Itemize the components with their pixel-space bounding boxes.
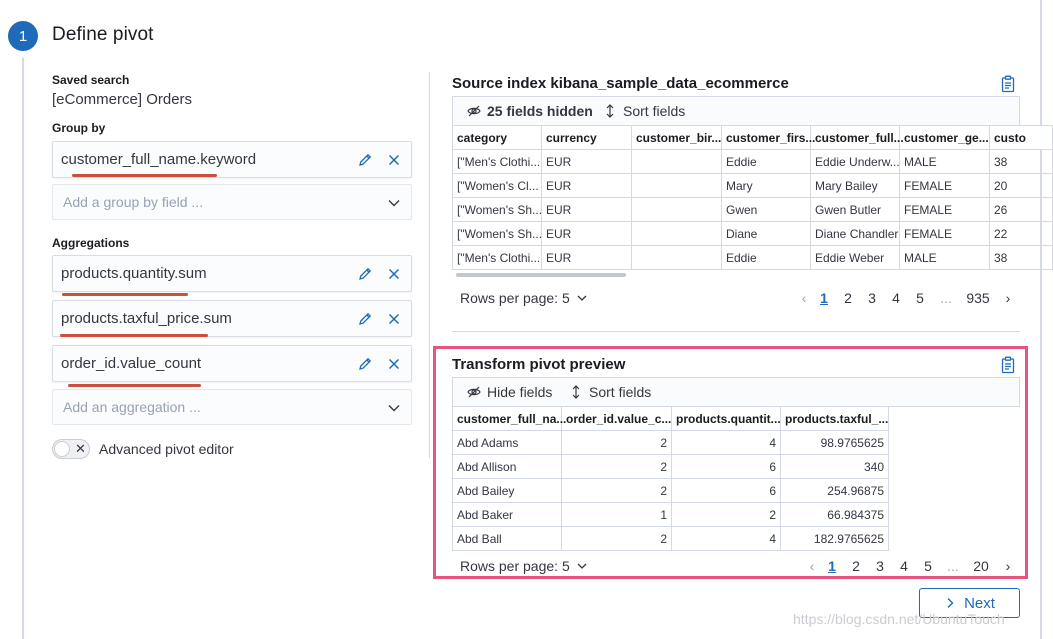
fields-hidden-label: 25 fields hidden: [487, 103, 593, 119]
grid-cell: 2: [562, 431, 672, 455]
saved-search-label: Saved search: [52, 73, 130, 87]
pencil-icon[interactable]: [357, 152, 373, 168]
grid-cell: Diane: [722, 222, 811, 246]
page-link[interactable]: 1: [828, 558, 836, 574]
sort-icon: [569, 385, 583, 399]
grid-cell: 2: [562, 455, 672, 479]
close-icon[interactable]: [386, 152, 402, 168]
table-row: [453, 503, 889, 527]
table-row: [453, 150, 1053, 174]
rows-per-page-label: Rows per page: 5: [460, 290, 570, 306]
advanced-pivot-editor-label[interactable]: Advanced pivot editor: [99, 441, 234, 457]
aggregation-field-taxful-price-sum[interactable]: [52, 300, 412, 337]
grid-cell: Eddie Underw...: [811, 150, 900, 174]
sort-fields-button[interactable]: [603, 103, 685, 119]
grid-cell: 4: [672, 527, 781, 551]
grid-cell: Abd Baker: [453, 503, 562, 527]
grid-cell: FEMALE: [900, 174, 990, 198]
grid-cell: MALE: [900, 150, 990, 174]
page-link[interactable]: 2: [844, 290, 852, 306]
annotation-underline: [72, 174, 217, 177]
close-icon: ✕: [75, 441, 86, 456]
preview-pagination: [804, 558, 1020, 574]
chevron-right-icon[interactable]: ›: [1005, 290, 1011, 306]
horizontal-scrollbar[interactable]: [456, 273, 626, 277]
preview-data-grid: [452, 406, 889, 551]
sort-fields-label: Sort fields: [589, 384, 652, 400]
pivot-preview-title: Transform pivot preview: [452, 356, 626, 373]
column-header[interactable]: category: [453, 126, 542, 150]
section-divider: [452, 331, 1020, 332]
grid-cell: 1: [562, 503, 672, 527]
column-header[interactable]: customer_bir...: [632, 126, 722, 150]
page-link[interactable]: 3: [876, 558, 884, 574]
saved-search-value: [eCommerce] Orders: [52, 91, 193, 108]
group-by-field-label: customer_full_name.keyword: [61, 151, 257, 168]
table-row: [453, 174, 1053, 198]
grid-cell: EUR: [542, 174, 632, 198]
switch-knob: [54, 441, 70, 457]
grid-cell: Abd Bailey: [453, 479, 562, 503]
source-index-title: Source index kibana_sample_data_ecommerce: [452, 75, 789, 92]
chevron-down-icon: [576, 560, 588, 572]
source-pagination: [796, 290, 1020, 306]
grid-cell: 2: [672, 503, 781, 527]
aggregation-combobox[interactable]: [52, 389, 412, 425]
source-grid-toolbar: [452, 96, 1020, 126]
column-header[interactable]: products.quantit...: [672, 407, 781, 431]
fields-hidden-button[interactable]: [467, 103, 593, 119]
page-link[interactable]: 20: [973, 558, 989, 574]
chevron-left-icon[interactable]: ‹: [809, 558, 815, 574]
grid-cell: 182.9765625: [781, 527, 889, 551]
grid-cell: Eddie: [722, 246, 811, 270]
aggregation-field-label: order_id.value_count: [61, 355, 202, 372]
grid-cell: 2: [562, 527, 672, 551]
grid-cell: Mary Bailey: [811, 174, 900, 198]
hide-fields-button[interactable]: [467, 384, 552, 400]
aggregation-field-quantity-sum[interactable]: [52, 255, 412, 292]
preview-rows-per-page-button[interactable]: [460, 558, 588, 574]
column-header[interactable]: products.taxful_...: [781, 407, 889, 431]
page-link[interactable]: 3: [868, 290, 876, 306]
grid-cell: Mary: [722, 174, 811, 198]
grid-cell: [632, 174, 722, 198]
grid-cell: ["Men's Clothi...: [453, 246, 542, 270]
watermark-text: https://blog.csdn.net/UbuntuTouch: [793, 611, 1005, 627]
grid-cell: 340: [781, 455, 889, 479]
column-header[interactable]: customer_full...: [811, 126, 900, 150]
column-header[interactable]: customer_firs...: [722, 126, 811, 150]
grid-cell: 26: [990, 198, 1053, 222]
grid-cell: 38: [990, 150, 1053, 174]
annotation-underline: [62, 293, 188, 296]
pencil-icon[interactable]: [357, 356, 373, 372]
eye-closed-icon: [467, 385, 481, 399]
hide-fields-label: Hide fields: [487, 384, 553, 400]
page-link[interactable]: 935: [966, 290, 990, 306]
eye-closed-icon: [467, 104, 481, 118]
grid-cell: Diane Chandler: [811, 222, 900, 246]
rows-per-page-label: Rows per page: 5: [460, 558, 570, 574]
close-icon[interactable]: [386, 356, 402, 372]
sort-fields-label: Sort fields: [623, 103, 686, 119]
column-header[interactable]: customer_full_na...: [453, 407, 562, 431]
page-title: Define pivot: [52, 24, 154, 45]
aggregation-field-label: products.taxful_price.sum: [61, 310, 232, 327]
page-ellipsis: ...: [940, 290, 952, 306]
annotation-underline: [68, 384, 201, 387]
grid-cell: 98.9765625: [781, 431, 889, 455]
sort-icon: [603, 104, 617, 118]
grid-cell: FEMALE: [900, 198, 990, 222]
chevron-down-icon: [576, 292, 588, 304]
grid-cell: Abd Allison: [453, 455, 562, 479]
page-scroll-edge: [1040, 0, 1042, 639]
grid-cell: ["Women's Cl...: [453, 174, 542, 198]
close-icon[interactable]: [386, 266, 402, 282]
table-row: [453, 246, 1053, 270]
grid-cell: [632, 222, 722, 246]
grid-cell: Eddie Weber: [811, 246, 900, 270]
sort-fields-button[interactable]: [569, 384, 651, 400]
grid-cell: [632, 150, 722, 174]
grid-cell: 6: [672, 455, 781, 479]
page-link[interactable]: 5: [916, 290, 924, 306]
grid-cell: MALE: [900, 246, 990, 270]
table-row: [453, 222, 1053, 246]
grid-cell: 4: [672, 431, 781, 455]
grid-cell: Gwen: [722, 198, 811, 222]
group-by-label: Group by: [52, 121, 106, 135]
column-header[interactable]: order_id.value_c...: [562, 407, 672, 431]
grid-cell: 66.984375: [781, 503, 889, 527]
chevron-down-icon: [387, 196, 401, 210]
grid-cell: 22: [990, 222, 1053, 246]
pencil-icon[interactable]: [357, 311, 373, 327]
step-number-badge: 1: [8, 21, 38, 51]
grid-cell: Abd Ball: [453, 527, 562, 551]
grid-cell: [632, 246, 722, 270]
grid-cell: 38: [990, 246, 1053, 270]
grid-cell: 20: [990, 174, 1053, 198]
aggregations-label: Aggregations: [52, 236, 130, 250]
page-link[interactable]: 4: [900, 558, 908, 574]
chevron-right-icon: [944, 597, 956, 609]
chevron-right-icon[interactable]: ›: [1005, 558, 1011, 574]
grid-cell: EUR: [542, 246, 632, 270]
table-row: [453, 431, 889, 455]
copy-clipboard-icon[interactable]: [1000, 356, 1016, 374]
close-icon[interactable]: [386, 311, 402, 327]
table-row: [453, 198, 1053, 222]
column-header[interactable]: currency: [542, 126, 632, 150]
grid-cell: 6: [672, 479, 781, 503]
page-link[interactable]: 5: [924, 558, 932, 574]
source-rows-per-page-button[interactable]: [460, 290, 588, 306]
chevron-left-icon[interactable]: ‹: [801, 290, 807, 306]
chevron-down-icon: [387, 401, 401, 415]
step-connector-line: [22, 58, 24, 639]
grid-header-row: [453, 407, 889, 431]
column-header[interactable]: customer_ge...: [900, 126, 990, 150]
grid-cell: ["Women's Sh...: [453, 222, 542, 246]
table-row: [453, 479, 889, 503]
preview-grid-toolbar: [452, 377, 1020, 407]
page-ellipsis: ...: [947, 558, 959, 574]
grid-cell: FEMALE: [900, 222, 990, 246]
column-divider: [429, 72, 430, 458]
grid-cell: 254.96875: [781, 479, 889, 503]
aggregation-placeholder: Add an aggregation ...: [63, 399, 201, 415]
page-link[interactable]: 2: [852, 558, 860, 574]
aggregation-field-label: products.quantity.sum: [61, 265, 207, 282]
group-by-field-customer-full-name[interactable]: [52, 141, 412, 178]
page-link[interactable]: 4: [892, 290, 900, 306]
next-button-label: Next: [964, 594, 995, 612]
grid-cell: [632, 198, 722, 222]
table-row: [453, 527, 889, 551]
source-data-grid: [452, 125, 1027, 271]
table-row: [453, 455, 889, 479]
grid-cell: Gwen Butler: [811, 198, 900, 222]
grid-cell: EUR: [542, 198, 632, 222]
grid-cell: EUR: [542, 222, 632, 246]
pencil-icon[interactable]: [357, 266, 373, 282]
grid-header-row: [453, 126, 1053, 150]
column-header[interactable]: custo: [990, 126, 1053, 150]
aggregation-field-order-id-count[interactable]: [52, 345, 412, 382]
advanced-pivot-editor-switch[interactable]: [52, 439, 90, 459]
group-by-placeholder: Add a group by field ...: [63, 194, 204, 210]
grid-cell: Abd Adams: [453, 431, 562, 455]
copy-clipboard-icon[interactable]: [1000, 75, 1016, 93]
grid-cell: ["Men's Clothi...: [453, 150, 542, 174]
annotation-underline: [60, 334, 208, 337]
grid-cell: Eddie: [722, 150, 811, 174]
grid-cell: ["Women's Sh...: [453, 198, 542, 222]
grid-cell: 2: [562, 479, 672, 503]
group-by-combobox[interactable]: [52, 184, 412, 220]
grid-cell: EUR: [542, 150, 632, 174]
page-link[interactable]: 1: [820, 290, 828, 306]
